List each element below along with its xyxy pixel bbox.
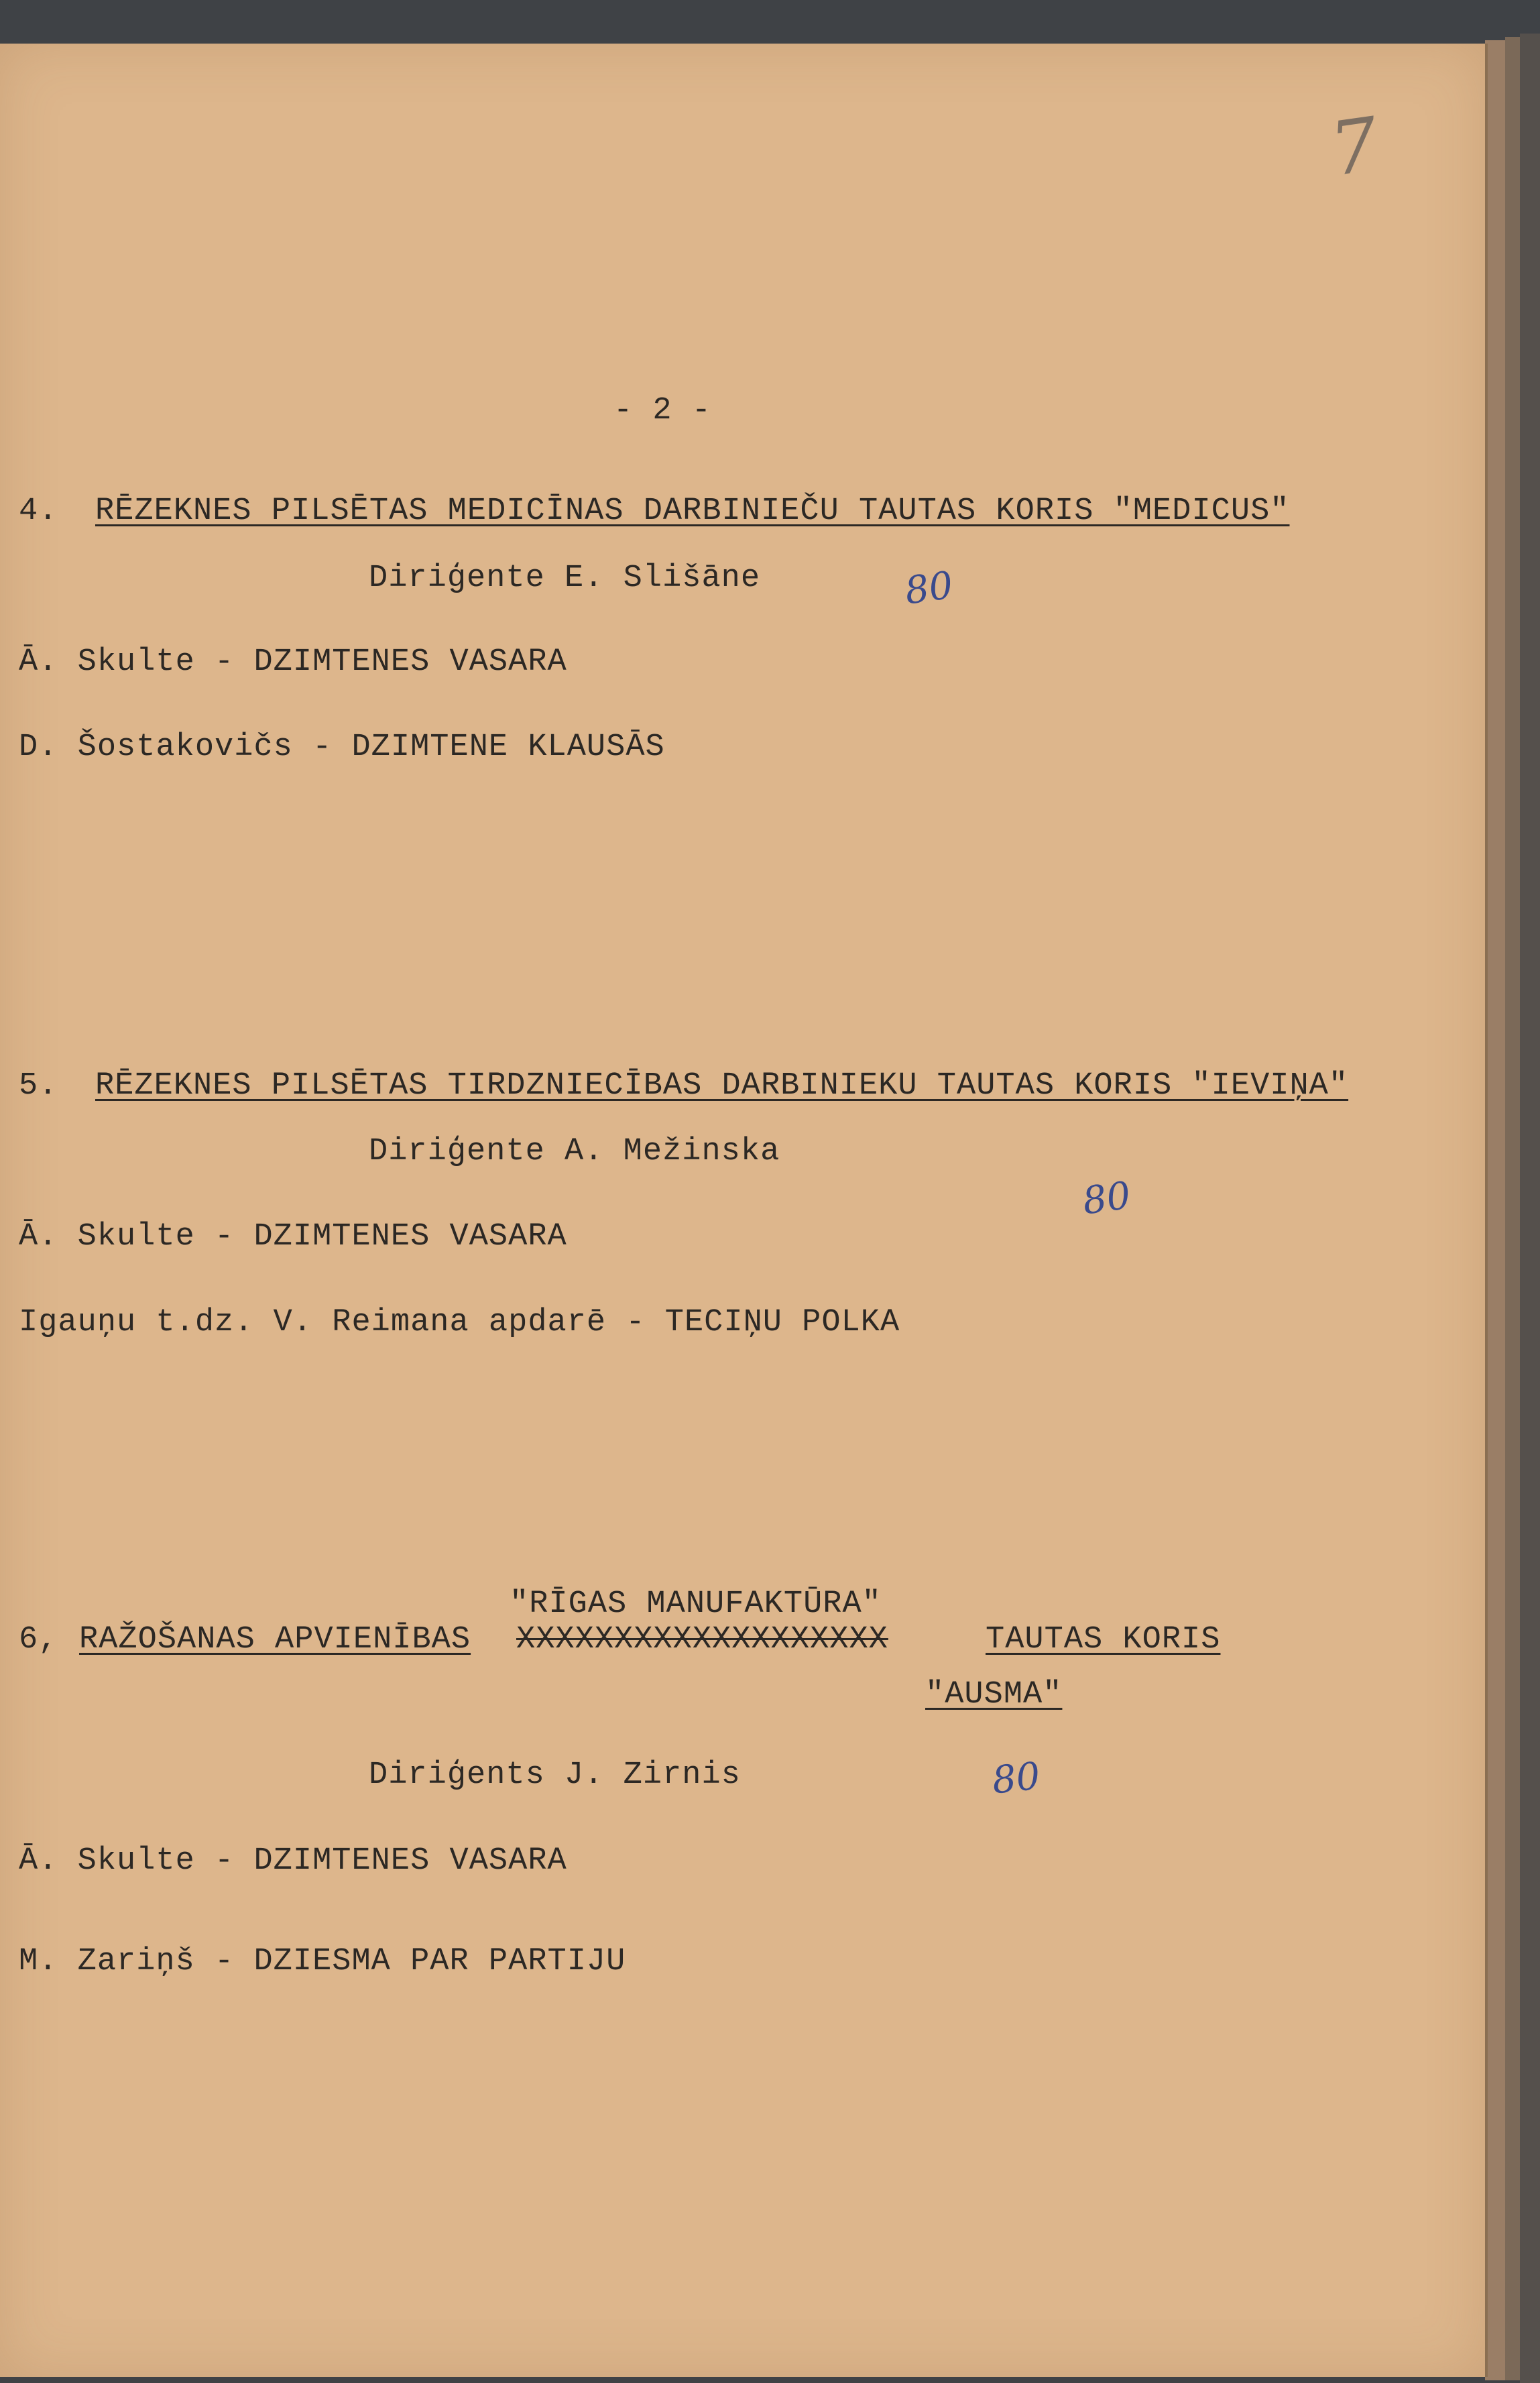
page-number: - 2 -: [613, 393, 712, 428]
section-5-number: 5.: [19, 1068, 58, 1104]
section-6-number: 6,: [19, 1622, 58, 1658]
section-6-insertion: "RĪGAS MANUFAKTŪRA": [510, 1586, 882, 1622]
section-6-title-part1: RAŽOŠANAS APVIENĪBAS: [79, 1622, 471, 1658]
section-6-handwritten-mark: 80: [990, 1754, 1043, 1803]
section-6-song-2: M. Zariņš - DZIESMA PAR PARTIJU: [19, 1944, 626, 1979]
section-6-conductor: Diriģents J. Zirnis: [369, 1757, 741, 1793]
section-6-title-line2: "AUSMA": [925, 1677, 1063, 1712]
section-5-song-1: Ā. Skulte - DZIMTENES VASARA: [19, 1219, 567, 1255]
section-5-handwritten-mark: 80: [1079, 1173, 1134, 1224]
section-5-song-2: Igauņu t.dz. V. Reimana apdarē - TECIŅU POLKA: [19, 1305, 900, 1340]
document-page: [0, 44, 1488, 2377]
section-6-title-part2: TAUTAS KORIS: [986, 1622, 1221, 1658]
section-4-number: 4.: [19, 493, 58, 529]
section-4-handwritten-mark: 80: [902, 563, 956, 614]
section-6-song-1: Ā. Skulte - DZIMTENES VASARA: [19, 1843, 567, 1879]
section-4-song-2: D. Šostakovičs - DZIMTENE KLAUSĀS: [19, 730, 665, 765]
paper-stack-edge: [1485, 40, 1505, 2380]
corner-folio-mark: 7: [1325, 101, 1384, 193]
section-5-title: RĒZEKNES PILSĒTAS TIRDZNIECĪBAS DARBINIEKU TAUTAS KORIS "IEVIŅA": [95, 1068, 1349, 1104]
section-5-conductor: Diriģente A. Mežinska: [369, 1134, 780, 1169]
section-6-struck-text: XXXXXXXXXXXXXXXXXXX: [516, 1622, 888, 1658]
section-4-conductor: Diriģente E. Slišāne: [369, 561, 761, 596]
paper-stack-edge: [1520, 34, 1540, 2383]
paper-stack-edge: [1505, 37, 1520, 2380]
section-4-title: RĒZEKNES PILSĒTAS MEDICĪNAS DARBINIEČU TAUTAS KORIS "MEDICUS": [95, 493, 1290, 529]
section-4-song-1: Ā. Skulte - DZIMTENES VASARA: [19, 644, 567, 680]
